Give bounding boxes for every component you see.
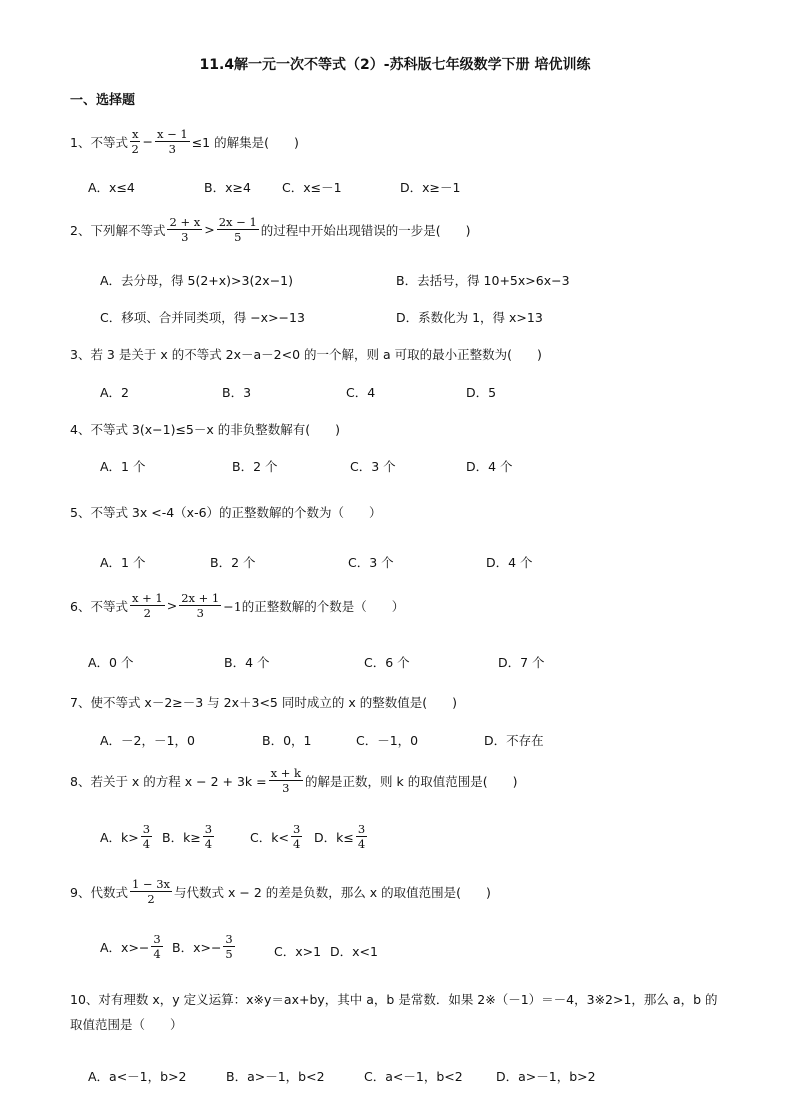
fraction: $\frac{3}{4}$ — [292, 822, 301, 852]
fraction: $\frac{1 - 3x}{2}$ — [131, 877, 171, 907]
option-a: A．x>− $\frac{3}{4}$ — [100, 932, 161, 962]
question-10: 10、对有理数 x，y 定义运算：x※y＝ax+by，其中 a，b 是常数．如果 2※（－1）＝－4，3※2>1，那么 a，b 的取值范围是（ ） — [70, 992, 718, 1032]
fraction: $\frac{x}{2}$ — [131, 127, 139, 157]
option-b: B．x≥4 — [204, 180, 251, 195]
option-b: B．x>− $\frac{3}{5}$ — [172, 932, 233, 962]
question-6: 6、不等式 $\frac{x + 1}{2}$ > $\frac{2x + 1}{3}$ −1的正整数解的个数是（ ） — [70, 591, 405, 621]
option-c: C．k< $\frac{3}{4}$ — [250, 822, 301, 852]
fraction: $\frac{3}{4}$ — [153, 932, 161, 962]
fraction: $\frac{3}{5}$ — [225, 932, 233, 962]
document-title: 11.4解一元一次不等式（2）-苏科版七年级数学下册 培优训练 — [199, 57, 591, 73]
fraction: $\frac{2x - 1}{5}$ — [218, 215, 257, 245]
option-d: D．4 个 — [466, 459, 513, 474]
option-c: C．3 个 — [350, 459, 396, 474]
option-c: C．3 个 — [348, 555, 394, 570]
fraction: $\frac{x + 1}{2}$ — [131, 591, 163, 621]
option-a: A．去分母，得 5(2+x)>3(2x−1) — [100, 273, 294, 288]
section-heading: 一、选择题 — [70, 93, 136, 108]
fraction: $\frac{x - 1}{3}$ — [156, 127, 188, 157]
option-b: B．3 — [222, 385, 252, 400]
option-b: B．0，1 — [262, 733, 312, 748]
option-c: C．4 — [346, 385, 376, 400]
option-d: D．7 个 — [498, 655, 545, 670]
option-b: B．去括号，得 10+5x>6x−3 — [396, 273, 570, 288]
fraction: $\frac{2x + 1}{3}$ — [181, 591, 220, 621]
option-d: D．x<1 — [330, 944, 378, 959]
fraction: $\frac{3}{4}$ — [204, 822, 213, 852]
option-c: C．a<－1，b<2 — [364, 1069, 463, 1084]
option-c: C．x>1 — [274, 944, 322, 959]
fraction: $\frac{3}{4}$ — [142, 822, 151, 852]
fraction: $\frac{x + k}{3}$ — [270, 766, 302, 796]
option-d: D．k≤ $\frac{3}{4}$ — [314, 822, 366, 852]
question-1: 1、不等式 $\frac{x}{2}$ − $\frac{x - 1}{3}$ ≤1 的解集是( ) — [70, 127, 299, 157]
option-b: B．2 个 — [232, 459, 278, 474]
fraction: $\frac{2 + x}{3}$ — [169, 215, 201, 245]
option-a: A．x≤4 — [88, 180, 135, 195]
option-d: D．不存在 — [484, 733, 544, 748]
question-8: 8、若关于 x 的方程 x − 2 + 3k = $\frac{x + k}{3}$ 的解是正数，则 k 的取值范围是( ) — [70, 766, 518, 796]
question-2: 2、下列解不等式 $\frac{2 + x}{3}$ > $\frac{2x - 1}{5}$ 的过程中开始出现错误的一步是( ) — [70, 215, 471, 245]
option-d: D．5 — [466, 385, 497, 400]
question-7: 7、使不等式 x－2≥－3 与 2x＋3<5 同时成立的 x 的整数值是( ) — [70, 695, 457, 710]
option-a: A．－2，－1，0 — [100, 733, 195, 748]
option-c: C．6 个 — [364, 655, 410, 670]
option-b: B．4 个 — [224, 655, 270, 670]
option-d: D．x≥－1 — [400, 180, 461, 195]
option-b: B．2 个 — [210, 555, 256, 570]
option-a: A．1 个 — [100, 459, 146, 474]
option-d: D．4 个 — [486, 555, 533, 570]
option-d: D．系数化为 1，得 x>13 — [396, 310, 543, 325]
option-c: C．x≤－1 — [282, 180, 342, 195]
option-a: A．a<－1，b>2 — [88, 1069, 187, 1084]
option-c: C．移项、合并同类项，得 −x>−13 — [100, 310, 305, 325]
question-3: 3、若 3 是关于 x 的不等式 2x－a－2<0 的一个解，则 a 可取的最小正整数为( ) — [70, 347, 542, 362]
question-5: 5、不等式 3x <-4（x-6）的正整数解的个数为（ ） — [70, 505, 382, 520]
option-c: C．－1，0 — [356, 733, 419, 748]
option-d: D．a>－1，b>2 — [496, 1069, 596, 1084]
option-a: A．k> $\frac{3}{4}$ — [100, 822, 151, 852]
fraction: $\frac{3}{4}$ — [357, 822, 366, 852]
option-a: A．0 个 — [88, 655, 134, 670]
option-a: A．2 — [100, 385, 130, 400]
option-b: B．a>－1，b<2 — [226, 1069, 325, 1084]
question-9: 9、代数式 $\frac{1 - 3x}{2}$ 与代数式 x − 2 的差是负数，那么 x 的取值范围是( ) — [70, 877, 491, 907]
option-a: A．1 个 — [100, 555, 146, 570]
question-4: 4、不等式 3(x−1)≤5－x 的非负整数解有( ) — [70, 422, 341, 437]
option-b: B．k≥ $\frac{3}{4}$ — [162, 822, 213, 852]
